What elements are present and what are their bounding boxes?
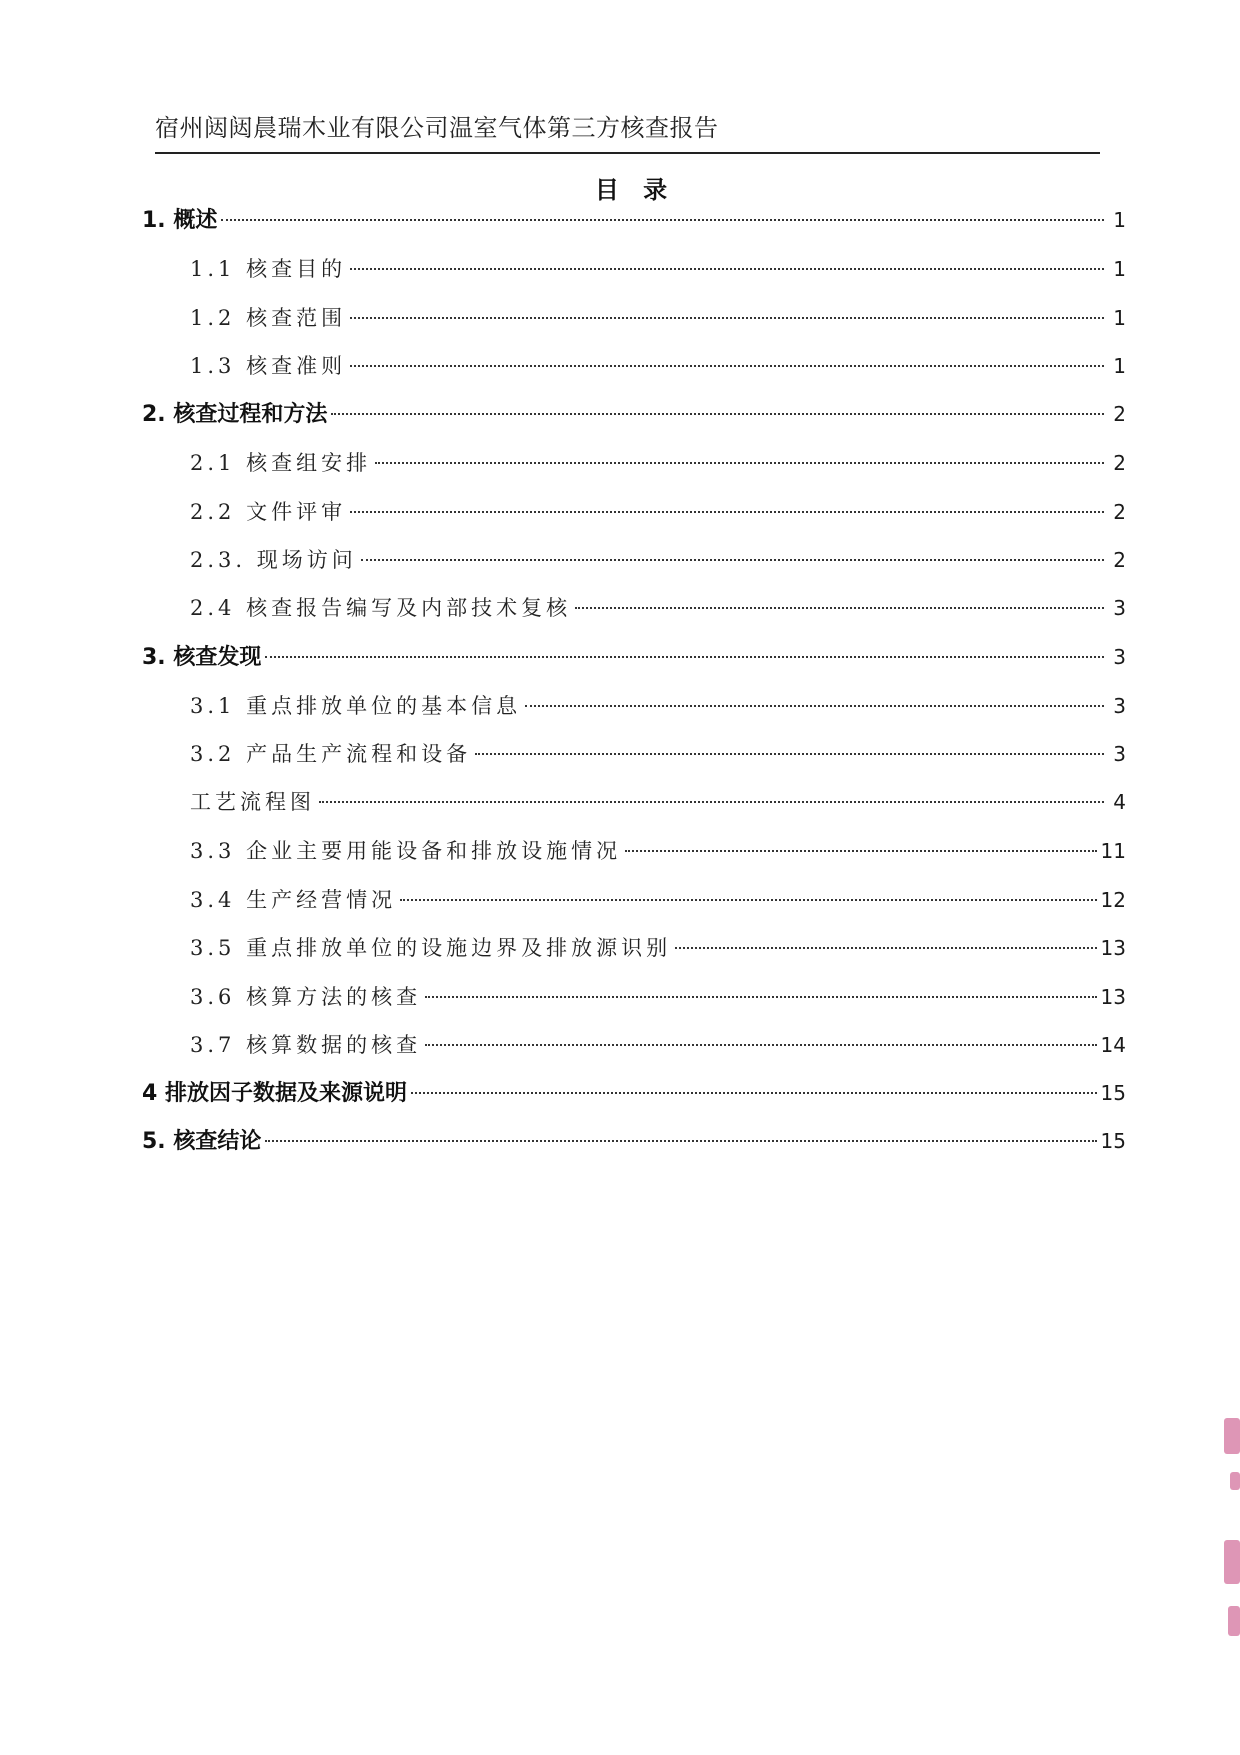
toc-entry-page: 3	[1113, 742, 1126, 766]
dot-leader	[575, 607, 1104, 609]
toc-entry-page: 12	[1100, 888, 1126, 912]
toc-entry-label: 3.5 重点排放单位的设施边界及排放源识别	[190, 936, 672, 960]
dot-leader	[400, 899, 1096, 901]
toc-entry-label: 2.4 核查报告编写及内部技术复核	[190, 596, 572, 620]
dot-leader	[221, 219, 1104, 221]
dot-leader	[265, 1140, 1096, 1142]
toc-entry-page: 2	[1113, 500, 1126, 524]
toc-entry-page: 1	[1113, 257, 1126, 281]
toc-entry-page: 3	[1113, 596, 1126, 620]
toc-entry-label: 4 排放因子数据及来源说明	[142, 1081, 407, 1106]
dot-leader	[350, 268, 1104, 270]
toc-entry-page: 2	[1113, 402, 1126, 426]
toc-entry[interactable]	[190, 883, 1126, 917]
toc-entry-page: 15	[1100, 1129, 1126, 1153]
toc-entry-label: 3.3 企业主要用能设备和排放设施情况	[190, 839, 622, 863]
dot-leader	[265, 656, 1104, 658]
toc-entry[interactable]	[190, 301, 1126, 335]
toc-entry-label: 1. 概述	[142, 208, 218, 233]
toc-entry[interactable]	[190, 495, 1126, 529]
toc-entry[interactable]	[190, 689, 1126, 723]
toc-entry-page: 2	[1113, 548, 1126, 572]
toc-entry-page: 3	[1113, 645, 1126, 669]
dot-leader	[425, 1044, 1096, 1046]
toc-entry[interactable]	[142, 640, 1126, 674]
toc-entry-label: 工艺流程图	[190, 790, 315, 814]
dot-leader	[331, 413, 1104, 415]
dot-leader	[350, 317, 1104, 319]
report-header-title: 宿州闼闼晨瑞木业有限公司温室气体第三方核查报告	[155, 114, 719, 142]
toc-entry-page: 13	[1100, 936, 1126, 960]
toc-entry-label: 3.4 生产经营情况	[190, 888, 397, 912]
seal-stamp-edge	[1218, 1410, 1240, 1650]
toc-entry-label: 3. 核查发现	[142, 645, 262, 670]
dot-leader	[425, 996, 1096, 998]
toc-entry[interactable]	[190, 1028, 1126, 1062]
toc-entry-label: 1.2 核查范围	[190, 306, 347, 330]
toc-entry-label: 3.1 重点排放单位的基本信息	[190, 694, 522, 718]
toc-entry[interactable]	[190, 543, 1126, 577]
toc-entry-label: 2.2 文件评审	[190, 500, 347, 524]
toc-entry[interactable]	[190, 931, 1126, 965]
dot-leader	[675, 947, 1096, 949]
toc-entry-page: 2	[1113, 451, 1126, 475]
toc-entry-label: 2.3. 现场访问	[190, 548, 357, 572]
toc-entry-page: 15	[1100, 1081, 1126, 1105]
toc-entry-page: 1	[1113, 306, 1126, 330]
toc-entry-label: 3.2 产品生产流程和设备	[190, 742, 472, 766]
dot-leader	[375, 462, 1104, 464]
dot-leader	[625, 850, 1096, 852]
toc-entry-page: 4	[1113, 790, 1126, 814]
toc-entry-label: 3.6 核算方法的核查	[190, 985, 422, 1009]
toc-entry[interactable]	[142, 203, 1126, 237]
toc-entry[interactable]	[190, 446, 1126, 480]
toc-entry[interactable]	[142, 1124, 1126, 1158]
toc-entry-page: 14	[1100, 1033, 1126, 1057]
dot-leader	[350, 511, 1104, 513]
toc-entry-page: 1	[1113, 208, 1126, 232]
toc-entry-label: 3.7 核算数据的核查	[190, 1033, 422, 1057]
toc-entry[interactable]	[190, 785, 1126, 819]
toc-entry-label: 2. 核查过程和方法	[142, 402, 328, 427]
dot-leader	[525, 705, 1104, 707]
toc-title: 目 录	[594, 176, 676, 204]
toc-entry[interactable]	[190, 349, 1126, 383]
dot-leader	[475, 753, 1104, 755]
toc-entry[interactable]	[190, 980, 1126, 1014]
dot-leader	[350, 365, 1104, 367]
dot-leader	[319, 801, 1104, 803]
toc-entry-label: 2.1 核查组安排	[190, 451, 372, 475]
dot-leader	[361, 559, 1104, 561]
toc-entry[interactable]	[190, 737, 1126, 771]
toc-entry-label: 5. 核查结论	[142, 1129, 262, 1154]
toc-entry[interactable]	[190, 252, 1126, 286]
toc-entry-label: 1.3 核查准则	[190, 354, 347, 378]
toc-entry-page: 1	[1113, 354, 1126, 378]
dot-leader	[411, 1092, 1097, 1094]
toc-entry-page: 3	[1113, 694, 1126, 718]
toc-entry-page: 11	[1100, 839, 1126, 863]
toc-entry[interactable]	[190, 834, 1126, 868]
toc-entry[interactable]	[142, 1076, 1126, 1110]
toc-entry-label: 1.1 核查目的	[190, 257, 347, 281]
toc-entry[interactable]	[142, 397, 1126, 431]
toc-entry-page: 13	[1100, 985, 1126, 1009]
toc-entry[interactable]	[190, 591, 1126, 625]
